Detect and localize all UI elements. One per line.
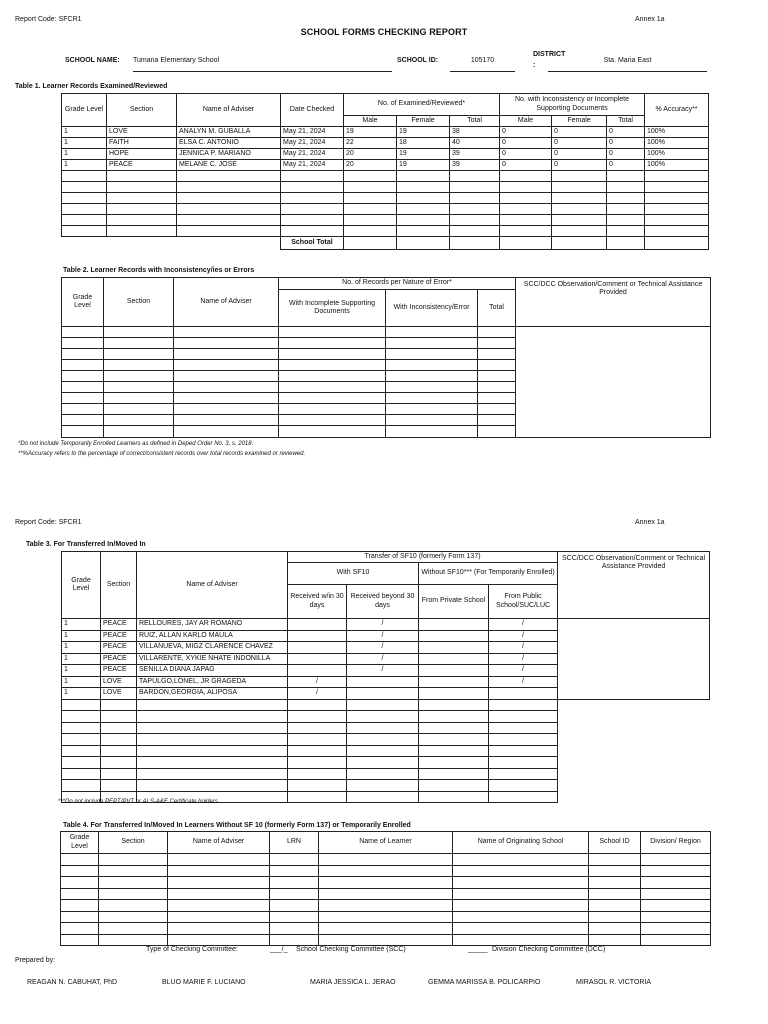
- t3-cell-grade: 1: [62, 642, 101, 654]
- t3-cell-adviser: TAPULGO,LONEL, JR GRAGEDA: [137, 676, 288, 688]
- table3-transferred-in: [61, 551, 710, 803]
- t1-cell-inc-total: 0: [607, 127, 645, 138]
- table4-caption: Table 4. For Transferred In/Moved In Learners Without SF 10 (formerly Form 137) or Temporarily Enrolled: [63, 822, 411, 829]
- scc-checkbox: ___/_: [270, 946, 288, 953]
- t1-header-accuracy: % Accuracy**: [645, 94, 709, 127]
- t1-cell-inc-total: 0: [607, 149, 645, 160]
- t3-cell-adviser: VILLANUEVA, MIGZ CLARENCE CHAVEZ: [137, 642, 288, 654]
- t2-header-adviser: Name of Adviser: [174, 278, 279, 327]
- t1-cell-female: 19: [397, 127, 450, 138]
- t3-cell-section: PEACE: [101, 665, 137, 677]
- t3-cell-section: PEACE: [101, 642, 137, 654]
- district-field: [548, 55, 707, 72]
- t3-cell-within30: [288, 653, 347, 665]
- district-value: Sta. Maria East: [603, 57, 652, 64]
- t3-header-adviser: Name of Adviser: [137, 552, 288, 619]
- t3-cell-adviser: RELLOURES, JAY AR ROMANO: [137, 619, 288, 631]
- t3-header-with-sf10: With SF10: [288, 563, 419, 585]
- t1-header-inconsistency: No. with Inconsistency or Incomplete Supporting Documents: [500, 94, 645, 116]
- t1-cell-grade: 1: [62, 138, 107, 149]
- t3-cell-section: LOVE: [101, 688, 137, 700]
- t1-cell-adviser: ANALYN M. GUBALLA: [177, 127, 281, 138]
- t2-empty-rows: [62, 327, 711, 438]
- t1-cell-male: 19: [344, 127, 397, 138]
- t3-header-without-sf10: Without SF10*** (For Temporarily Enrolled): [419, 563, 558, 585]
- t3-header-private: From Private School: [419, 585, 489, 619]
- t3-cell-public: /: [489, 676, 558, 688]
- t3-cell-public: /: [489, 630, 558, 642]
- t3-cell-section: LOVE: [101, 676, 137, 688]
- t3-cell-adviser: SENILLA DIANA JAPAG: [137, 665, 288, 677]
- t3-cell-grade: 1: [62, 688, 101, 700]
- school-id-value: 105170: [470, 57, 495, 64]
- school-id-label: SCHOOL ID:: [397, 57, 439, 64]
- signatory-1: REAGAN N. CABUHAT, PhD: [27, 979, 118, 986]
- t1-cell-section: HOPE: [107, 149, 177, 160]
- signatory-3: MARIA JESSICA L. JERAO: [310, 979, 396, 986]
- table-row: [62, 127, 709, 138]
- t3-cell-public: [489, 688, 558, 700]
- t3-cell-public: /: [489, 619, 558, 631]
- report-code-2: Report Code: SFCR1: [15, 519, 82, 526]
- t4-header-adviser: Name of Adviser: [168, 832, 270, 854]
- t1-cell-male: 20: [344, 149, 397, 160]
- t1-header-grade: Grade Level: [62, 94, 107, 127]
- t3-cell-private: [419, 688, 489, 700]
- t4-empty-rows: [61, 854, 711, 946]
- table2-caption: Table 2. Learner Records with Inconsistency/ies or Errors: [63, 267, 255, 274]
- t3-cell-section: PEACE: [101, 630, 137, 642]
- t1-school-total-row: [62, 237, 709, 250]
- scc-label: School Checking Committee (SCC): [296, 946, 406, 953]
- t4-header-division: Division/ Region: [641, 832, 711, 854]
- t1-cell-date: May 21, 2024: [281, 127, 344, 138]
- t1-cell-accuracy: 100%: [645, 149, 709, 160]
- t1-cell-section: PEACE: [107, 160, 177, 171]
- t3-cell-private: [419, 619, 489, 631]
- table2-inconsistencies: [61, 277, 711, 438]
- t1-cell-accuracy: 100%: [645, 160, 709, 171]
- t3-cell-grade: 1: [62, 665, 101, 677]
- table-row: [62, 138, 709, 149]
- t1-header-inc-male: Male: [500, 116, 552, 127]
- t1-cell-section: LOVE: [107, 127, 177, 138]
- prepared-by-label: Prepared by:: [15, 957, 56, 964]
- table1-learner-records: [61, 93, 709, 250]
- t1-school-total-label: School Total: [281, 237, 344, 250]
- t3-header-grade: Grade Level: [62, 552, 101, 619]
- t1-cell-inc-male: 0: [500, 127, 552, 138]
- t1-cell-female: 19: [397, 160, 450, 171]
- t1-cell-adviser: JENNICA P. MARIANO: [177, 149, 281, 160]
- t1-cell-male: 20: [344, 160, 397, 171]
- t1-header-date: Date Checked: [281, 94, 344, 127]
- table-row: [62, 619, 710, 631]
- t3-cell-grade: 1: [62, 630, 101, 642]
- t1-cell-inc-male: 0: [500, 149, 552, 160]
- t1-cell-section: FAITH: [107, 138, 177, 149]
- t3-cell-beyond30: /: [347, 665, 419, 677]
- t1-cell-total: 40: [450, 138, 500, 149]
- t3-cell-public: /: [489, 653, 558, 665]
- t2-header-nature: No. of Records per Nature of Error*: [279, 278, 516, 290]
- t4-header-lrn: LRN: [270, 832, 319, 854]
- t3-empty-rows: [62, 699, 710, 803]
- t1-header-inc-female: Female: [552, 116, 607, 127]
- t4-header-schoolid: School ID: [589, 832, 641, 854]
- signatory-4: GEMMA MARISSA B. POLICARPIO: [428, 979, 541, 986]
- t3-cell-grade: 1: [62, 619, 101, 631]
- t1-cell-inc-total: 0: [607, 160, 645, 171]
- t3-header-public: From Public School/SUC/LUC: [489, 585, 558, 619]
- signatory-5: MIRASOL R. VICTORIA: [576, 979, 652, 986]
- annex-label: Annex 1a: [635, 16, 665, 23]
- district-label: DISTRICT: [533, 51, 566, 58]
- t3-cell-beyond30: /: [347, 653, 419, 665]
- t3-cell-adviser: BARDON,GEORGIA, ALIPOSA: [137, 688, 288, 700]
- t1-cell-grade: 1: [62, 127, 107, 138]
- school-id-field: [450, 55, 515, 72]
- t1-header-male: Male: [344, 116, 397, 127]
- t1-cell-grade: 1: [62, 160, 107, 171]
- t2-header-incomplete: With Incomplete Supporting Documents: [279, 290, 386, 327]
- t3-cell-beyond30: /: [347, 630, 419, 642]
- t3-cell-private: [419, 676, 489, 688]
- t1-empty-rows: [62, 171, 709, 237]
- t3-observation-area: [558, 619, 710, 700]
- t3-header-section: Section: [101, 552, 137, 619]
- table4-without-sf10: [60, 831, 711, 946]
- t1-cell-total: 39: [450, 149, 500, 160]
- t1-cell-date: May 21, 2024: [281, 160, 344, 171]
- t3-header-beyond30: Received beyond 30 days: [347, 585, 419, 619]
- report-title: SCHOOL FORMS CHECKING REPORT: [300, 27, 468, 37]
- t2-header-section: Section: [104, 278, 174, 327]
- t3-cell-section: PEACE: [101, 619, 137, 631]
- t1-cell-grade: 1: [62, 149, 107, 160]
- footnote-temporarily-enrolled: *Do not include Temporarily Enrolled Learners as defined in Deped Order No. 3, s. 2018.: [18, 441, 254, 447]
- t3-cell-private: [419, 630, 489, 642]
- t1-cell-female: 18: [397, 138, 450, 149]
- t3-cell-private: [419, 642, 489, 654]
- t1-cell-inc-male: 0: [500, 160, 552, 171]
- t2-header-observation: SCC/DCC Observation/Comment or Technical Assistance Provided: [516, 278, 711, 327]
- t3-cell-private: [419, 665, 489, 677]
- t3-cell-beyond30: [347, 676, 419, 688]
- t2-header-total: Total: [478, 290, 516, 327]
- t1-cell-female: 19: [397, 149, 450, 160]
- t1-header-inc-total: Total: [607, 116, 645, 127]
- t4-header-origin: Name of Originating School: [453, 832, 589, 854]
- t3-header-transfer: Transfer of SF10 (formerly Form 137): [288, 552, 558, 563]
- school-name-value: Tumana Elementary School: [133, 57, 220, 64]
- t3-cell-public: /: [489, 665, 558, 677]
- t3-cell-public: /: [489, 642, 558, 654]
- table3-caption: Table 3. For Transferred In/Moved In: [26, 541, 146, 548]
- report-code: Report Code: SFCR1: [15, 16, 82, 23]
- t4-header-section: Section: [99, 832, 168, 854]
- t1-cell-inc-female: 0: [552, 127, 607, 138]
- t1-cell-total: 39: [450, 160, 500, 171]
- t1-cell-inc-female: 0: [552, 160, 607, 171]
- school-name-field: [133, 55, 392, 72]
- dcc-label: Division Checking Committee (DCC): [492, 946, 606, 953]
- signatory-2: BLUO MARIE F. LUCIANO: [162, 979, 246, 986]
- t3-cell-within30: [288, 642, 347, 654]
- t2-header-grade: Grade Level: [62, 278, 104, 327]
- t1-cell-total: 38: [450, 127, 500, 138]
- t1-header-section: Section: [107, 94, 177, 127]
- t4-header-learner: Name of Learner: [319, 832, 453, 854]
- table1-caption: Table 1. Learner Records Examined/Reviewed: [15, 83, 168, 90]
- t3-cell-beyond30: /: [347, 619, 419, 631]
- district-colon: :: [533, 62, 536, 69]
- table-row: [62, 160, 709, 171]
- t1-header-adviser: Name of Adviser: [177, 94, 281, 127]
- t3-cell-within30: [288, 619, 347, 631]
- t1-cell-accuracy: 100%: [645, 138, 709, 149]
- t3-cell-grade: 1: [62, 653, 101, 665]
- t3-cell-within30: /: [288, 688, 347, 700]
- t1-cell-inc-female: 0: [552, 138, 607, 149]
- table-row: [62, 149, 709, 160]
- t3-cell-private: [419, 653, 489, 665]
- t3-cell-adviser: VILLARENTE, XYKIE NHATE INDONILLA: [137, 653, 288, 665]
- dcc-checkbox: _____: [468, 946, 488, 953]
- t1-cell-adviser: MELANE C. JOSE: [177, 160, 281, 171]
- annex-label-2: Annex 1a: [635, 519, 665, 526]
- t1-header-female: Female: [397, 116, 450, 127]
- t1-cell-inc-female: 0: [552, 149, 607, 160]
- t3-cell-within30: /: [288, 676, 347, 688]
- t3-cell-within30: [288, 665, 347, 677]
- footnote-accuracy: **%Accuracy refers to the percentage of correct/consistent records over total records examined or reviewed.: [18, 451, 306, 457]
- t3-header-observation: SCC/DCC Observation/Comment or Technical Assistance Provided: [558, 552, 710, 619]
- t1-cell-date: May 21, 2024: [281, 149, 344, 160]
- t3-cell-adviser: RUIZ, ALLAN KARLO MAULA: [137, 630, 288, 642]
- t2-header-inconsistency: With Inconsistency/Error: [386, 290, 478, 327]
- committee-type-label: Type of Checking Committee:: [146, 946, 238, 953]
- t3-header-within30: Received w/in 30 days: [288, 585, 347, 619]
- footnote-pept: ***Do not include PEPT/PVT or ALS-A&E Certificate holders.: [58, 799, 220, 805]
- t3-cell-beyond30: [347, 688, 419, 700]
- t1-header-total: Total: [450, 116, 500, 127]
- t1-header-examined: No. of Examined/Reviewed*: [344, 94, 500, 116]
- t1-cell-date: May 21, 2024: [281, 138, 344, 149]
- t1-cell-inc-total: 0: [607, 138, 645, 149]
- t4-header-grade: Grade Level: [61, 832, 99, 854]
- t1-cell-inc-male: 0: [500, 138, 552, 149]
- t3-cell-within30: [288, 630, 347, 642]
- t3-cell-grade: 1: [62, 676, 101, 688]
- t1-cell-adviser: ELSA C. ANTONIO: [177, 138, 281, 149]
- school-name-label: SCHOOL NAME:: [65, 57, 120, 64]
- t1-cell-accuracy: 100%: [645, 127, 709, 138]
- t3-cell-section: PEACE: [101, 653, 137, 665]
- t3-cell-beyond30: /: [347, 642, 419, 654]
- t1-cell-male: 22: [344, 138, 397, 149]
